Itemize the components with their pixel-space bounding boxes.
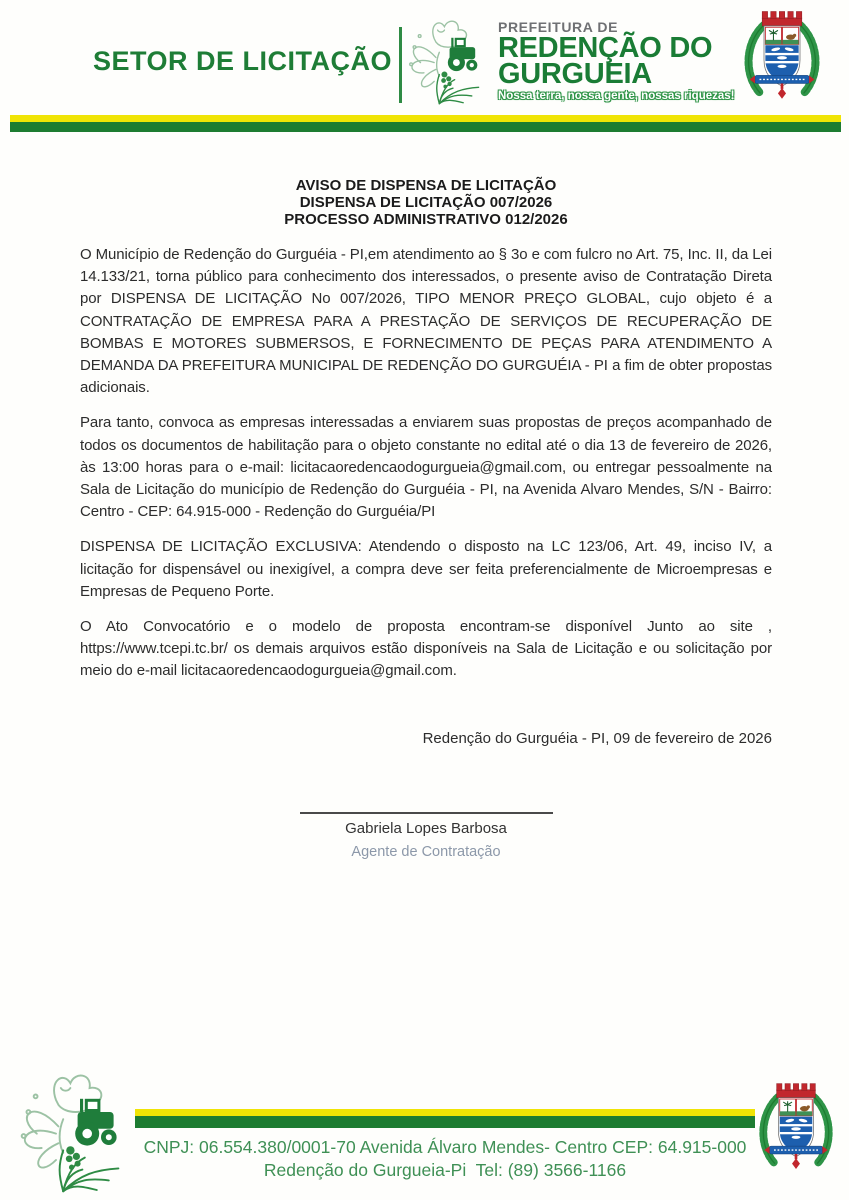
notice-title-line-1: AVISO DE DISPENSA DE LICITAÇÃO xyxy=(295,177,557,194)
footer-flower-tractor-emblem-icon xyxy=(8,1062,140,1198)
header-stripe xyxy=(10,115,841,132)
footer-city-phone: Redenção do Gurgueia-Pi Tel: (89) 3566-1166 xyxy=(263,1159,627,1180)
footer-stripe-green xyxy=(135,1116,755,1128)
footer-cnpj-address: CNPJ: 06.554.380/0001-70 Avenida Álvaro Mendes- Centro CEP: 64.915-000 xyxy=(143,1137,747,1157)
stripe-green xyxy=(10,122,841,132)
footer-stripe-yellow xyxy=(135,1109,755,1116)
paragraph-site-info: O Ato Convocatório e o modelo de proposta encontram-se disponível Junto ao site , https://www.tcepi.tc.br/ os demais arquivos estão disponíveis na Sala de Licitação e ou solicitação por meio do e-mail licitacaoredencaodogurgueia@gmail.com. xyxy=(80,618,772,680)
signature-rule xyxy=(300,812,553,814)
stripe-yellow xyxy=(10,115,841,122)
notice-title xyxy=(80,177,772,228)
footer-coat-of-arms-icon xyxy=(752,1072,840,1192)
paragraph-exclusive-dispensa: DISPENSA DE LICITAÇÃO EXCLUSIVA: Atendendo o disposto na LC 123/06, Art. 49, inciso IV, a licitação for dispensável ou inexigível, a compra deve ser feita preferencialmente de Microempresas e Empresas de Pequeno Porte. xyxy=(80,538,772,600)
notice-title-line-3: PROCESSO ADMINISTRATIVO 012/2026 xyxy=(284,211,568,228)
paragraph-object: O Município de Redenção do Gurguéia - PI,em atendimento ao § 3o e com fulcro no Art. 75, Inc. II, da Lei 14.133/21, torna público para conhecimento dos interessados, o presente aviso de Contratação Direta por DISPENSA DE LICITAÇÃO No 007/2026, TIPO MENOR PREÇO GLOBAL, cujo objeto é a CONTRATAÇÃO DE EMPRESA PARA A PRESTAÇÃO DE SERVIÇOS DE RECUPERAÇÃO DE BOMBAS E MOTORES SUBMERSOS, E FORNECIMENTO DE PEÇAS PARA ATENDIMENTO A DEMANDA DA PREFEITURA MUNICIPAL DE REDENÇÃO DO GURGUÉIA - PI a fim de obter propostas adicionais. xyxy=(80,246,772,397)
date-line: Redenção do Gurguéia - PI, 09 de fevereiro de 2026 xyxy=(422,729,772,747)
logo-title-line-2: GURGUEIA xyxy=(498,58,652,90)
logo-pretitle: PREFEITURA DE xyxy=(498,19,619,35)
notice-title-line-2: DISPENSA DE LICITAÇÃO 007/2026 xyxy=(299,194,553,211)
document-content xyxy=(80,177,772,860)
logo-tagline: Nossa terra, nossa gente, nossas riquezas! xyxy=(498,90,735,102)
footer-contact xyxy=(135,1136,755,1181)
flower-tractor-emblem-icon xyxy=(400,12,494,108)
department-title: SETOR DE LICITAÇÃO xyxy=(93,46,393,76)
logo-title-line-1: REDENÇÃO DO xyxy=(498,32,713,64)
footer-stripe xyxy=(135,1109,755,1128)
signatory-name: Gabriela Lopes Barbosa xyxy=(345,819,507,837)
coat-of-arms-icon xyxy=(736,7,828,115)
signatory-role: Agente de Contratação xyxy=(351,843,501,860)
city-hall-logo xyxy=(498,19,758,102)
paragraph-proposals: Para tanto, convoca as empresas interessadas a enviarem suas propostas de preços acompanhado de todos os documentos de habilitação para o objeto constante no edital até o dia 13 de fevereiro de 2026, às 13:00 horas para o e-mail: licitacaoredencaodogurgueia@gmail.com, ou entregar pessoalmente na Sala de Licitação do município de Redenção do Gurguéia - PI, na Avenida Alvaro Mendes, S/N - Bairro: Centro - CEP: 64.915-000 - Redenção do Gurguéia/PI xyxy=(80,414,772,521)
